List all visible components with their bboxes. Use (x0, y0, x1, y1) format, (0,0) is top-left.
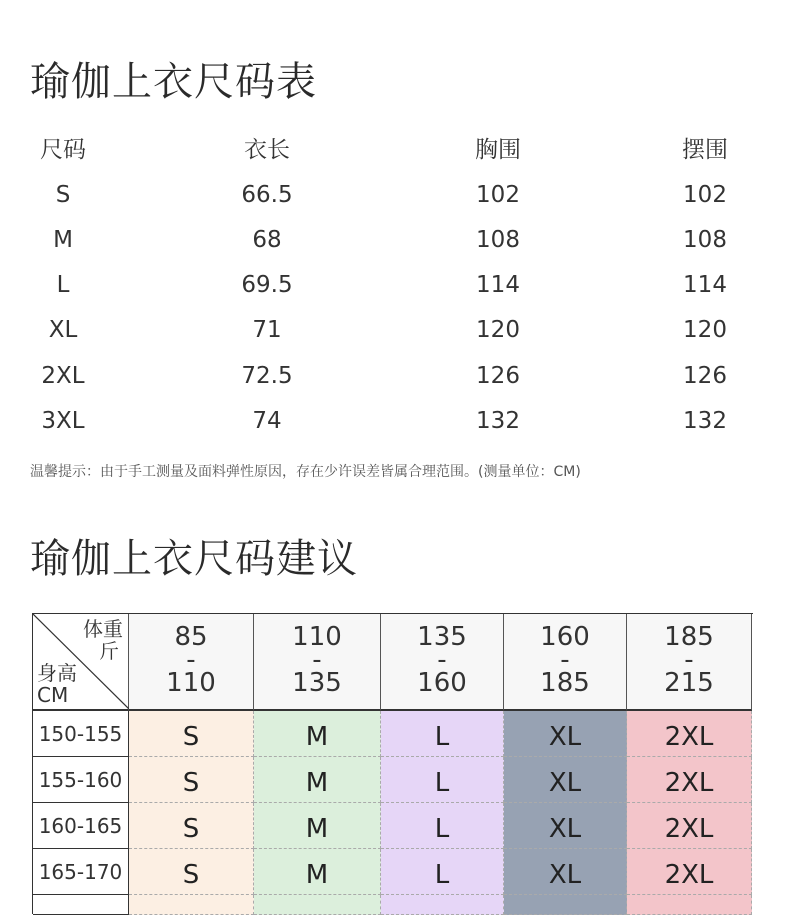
header-length: 衣长 (244, 137, 290, 163)
cell-size: L (56, 272, 70, 298)
recommended-size-cell (254, 757, 381, 803)
weight-range-header (627, 614, 752, 711)
recommended-size-text: M (305, 860, 329, 890)
recommended-size-text: XL (548, 814, 582, 844)
cell-size: XL (48, 317, 78, 343)
cell-hem: 102 (683, 182, 727, 208)
size-recommendation-grid (32, 613, 753, 914)
corner-height-word: 身高 (37, 661, 77, 685)
weight-range-from: 110 (292, 622, 342, 652)
recommended-size-text: S (182, 860, 200, 890)
recommended-size-text: M (305, 722, 329, 752)
weight-range-sep: - (312, 645, 322, 675)
recommended-size-text: L (434, 814, 450, 844)
height-range-label: 160-165 (33, 803, 129, 849)
weight-range-from: 135 (417, 622, 467, 652)
height-range-label: 155-160 (33, 757, 129, 803)
corner-weight-word: 体重 (83, 617, 123, 641)
recommended-size-text: 2XL (664, 722, 714, 752)
recommended-size-cell (381, 803, 504, 849)
corner-height-unit: CM (37, 683, 69, 707)
cell-chest: 108 (476, 227, 520, 253)
recommended-size-text: S (182, 722, 200, 752)
recommended-size-text: M (305, 768, 329, 798)
cell-hem: 132 (683, 408, 727, 434)
weight-range-from: 185 (664, 622, 714, 652)
size-recommendation-title: 瑜伽上衣尺码建议 (30, 536, 358, 582)
recommended-size-text: S (182, 768, 200, 798)
weight-range-from: 160 (540, 622, 590, 652)
cell-length: 69.5 (241, 272, 293, 298)
header-chest: 胸围 (475, 137, 521, 163)
recommended-size-cell-partial (381, 895, 504, 915)
cell-chest: 114 (476, 272, 520, 298)
cell-chest: 102 (476, 182, 520, 208)
cell-hem: 108 (683, 227, 727, 253)
corner-height-label (37, 662, 81, 706)
weight-range-to: 185 (540, 668, 590, 698)
measurement-note: 温馨提示：由于手工测量及面料弹性原因，存在少许误差皆属合理范围。(测量单位：CM) (30, 464, 581, 480)
cell-hem: 114 (683, 272, 727, 298)
weight-range-header (254, 614, 381, 711)
recommended-size-cell (254, 711, 381, 757)
recommended-size-cell (627, 803, 752, 849)
recommended-size-text: XL (548, 768, 582, 798)
cell-length: 72.5 (241, 363, 293, 389)
recommended-size-cell (129, 849, 254, 895)
recommended-size-text: L (434, 768, 450, 798)
cell-size: M (53, 227, 73, 253)
corner-weight-unit: 斤 (99, 639, 119, 663)
recommended-size-text: 2XL (664, 860, 714, 890)
size-chart-title: 瑜伽上衣尺码表 (30, 59, 317, 105)
grid-corner-header (33, 614, 129, 711)
corner-weight-label (77, 618, 123, 662)
recommended-size-cell (504, 849, 627, 895)
recommended-size-cell (381, 757, 504, 803)
recommended-size-cell-partial (129, 895, 254, 915)
recommended-size-cell-partial (504, 895, 627, 915)
cell-size: S (55, 182, 71, 208)
recommended-size-text: 2XL (664, 814, 714, 844)
weight-range-sep: - (684, 645, 694, 675)
cell-hem: 120 (683, 317, 727, 343)
recommended-size-cell (504, 711, 627, 757)
recommended-size-text: L (434, 860, 450, 890)
cell-length: 71 (252, 317, 282, 343)
recommended-size-text: XL (548, 860, 582, 890)
recommended-size-cell (129, 803, 254, 849)
recommended-size-cell (627, 757, 752, 803)
recommended-size-text: L (434, 722, 450, 752)
height-range-label: 150-155 (33, 711, 129, 757)
cell-length: 66.5 (241, 182, 293, 208)
recommended-size-text: S (182, 814, 200, 844)
weight-range-to: 215 (664, 668, 714, 698)
cell-chest: 132 (476, 408, 520, 434)
weight-range-from: 85 (174, 622, 208, 652)
recommended-size-cell (254, 849, 381, 895)
recommended-size-cell-partial (254, 895, 381, 915)
cell-hem: 126 (683, 363, 727, 389)
weight-range-header (129, 614, 254, 711)
recommended-size-cell-partial (627, 895, 752, 915)
cell-chest: 126 (476, 363, 520, 389)
recommended-size-cell (627, 711, 752, 757)
header-hem: 摆围 (682, 137, 728, 163)
weight-range-to: 110 (166, 668, 216, 698)
recommended-size-text: M (305, 814, 329, 844)
weight-range-header (504, 614, 627, 711)
cell-size: 2XL (41, 363, 85, 389)
recommended-size-cell (381, 849, 504, 895)
recommended-size-cell (254, 803, 381, 849)
recommended-size-cell (129, 711, 254, 757)
recommended-size-text: XL (548, 722, 582, 752)
cell-size: 3XL (41, 408, 85, 434)
header-size: 尺码 (40, 137, 86, 163)
recommended-size-cell (504, 757, 627, 803)
height-range-label-partial (33, 895, 129, 915)
cell-chest: 120 (476, 317, 520, 343)
recommended-size-cell (627, 849, 752, 895)
weight-range-header (381, 614, 504, 711)
weight-range-sep: - (560, 645, 570, 675)
cell-length: 68 (252, 227, 282, 253)
weight-range-to: 135 (292, 668, 342, 698)
recommended-size-cell (381, 711, 504, 757)
recommended-size-cell (129, 757, 254, 803)
height-range-label: 165-170 (33, 849, 129, 895)
weight-range-sep: - (186, 645, 196, 675)
recommended-size-cell (504, 803, 627, 849)
recommended-size-text: 2XL (664, 768, 714, 798)
weight-range-to: 160 (417, 668, 467, 698)
cell-length: 74 (252, 408, 282, 434)
weight-range-sep: - (437, 645, 447, 675)
